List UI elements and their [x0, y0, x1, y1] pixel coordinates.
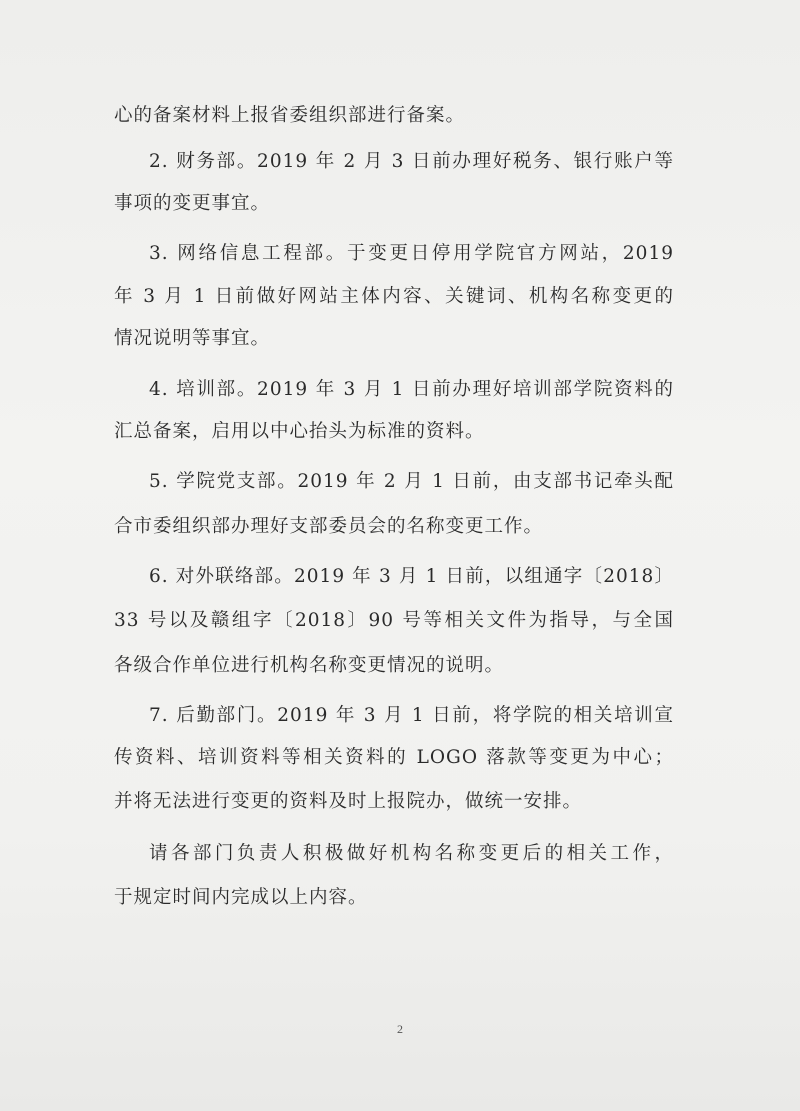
page-number: 2 — [397, 1022, 403, 1036]
text-line: 3. 网络信息工程部。于变更日停用学院官方网站，2019 — [149, 243, 674, 264]
text-line: 于规定时间内完成以上内容。 — [114, 887, 368, 908]
text-line: 4. 培训部。2019 年 3 月 1 日前办理好培训部学院资料的 — [149, 379, 674, 400]
text-line: 事项的变更事宜。 — [114, 193, 271, 214]
text-line: 汇总备案，启用以中心抬头为标准的资料。 — [114, 421, 485, 442]
text-line: 请各部门负责人积极做好机构名称变更后的相关工作， — [149, 843, 674, 864]
text-line: 年 3 月 1 日前做好网站主体内容、关键词、机构名称变更的 — [114, 286, 674, 307]
text-line: 7. 后勤部门。2019 年 3 月 1 日前，将学院的相关培训宣 — [149, 705, 674, 726]
text-line: 6. 对外联络部。2019 年 3 月 1 日前，以组通字〔2018〕 — [149, 566, 674, 587]
text-line: 情况说明等事宜。 — [114, 328, 271, 349]
text-line: 传资料、培训资料等相关资料的 LOGO 落款等变更为中心； — [114, 747, 674, 768]
text-line: 心的备案材料上报省委组织部进行备案。 — [114, 105, 466, 126]
text-line: 合市委组织部办理好支部委员会的名称变更工作。 — [114, 516, 544, 537]
text-line: 并将无法进行变更的资料及时上报院办，做统一安排。 — [114, 791, 583, 812]
text-line: 各级合作单位进行机构名称变更情况的说明。 — [114, 655, 505, 676]
text-line: 2. 财务部。2019 年 2 月 3 日前办理好税务、银行账户等 — [149, 151, 674, 172]
text-line: 33 号以及赣组字〔2018〕90 号等相关文件为指导，与全国 — [114, 610, 674, 631]
text-line: 5. 学院党支部。2019 年 2 月 1 日前，由支部书记牵头配 — [149, 471, 674, 492]
